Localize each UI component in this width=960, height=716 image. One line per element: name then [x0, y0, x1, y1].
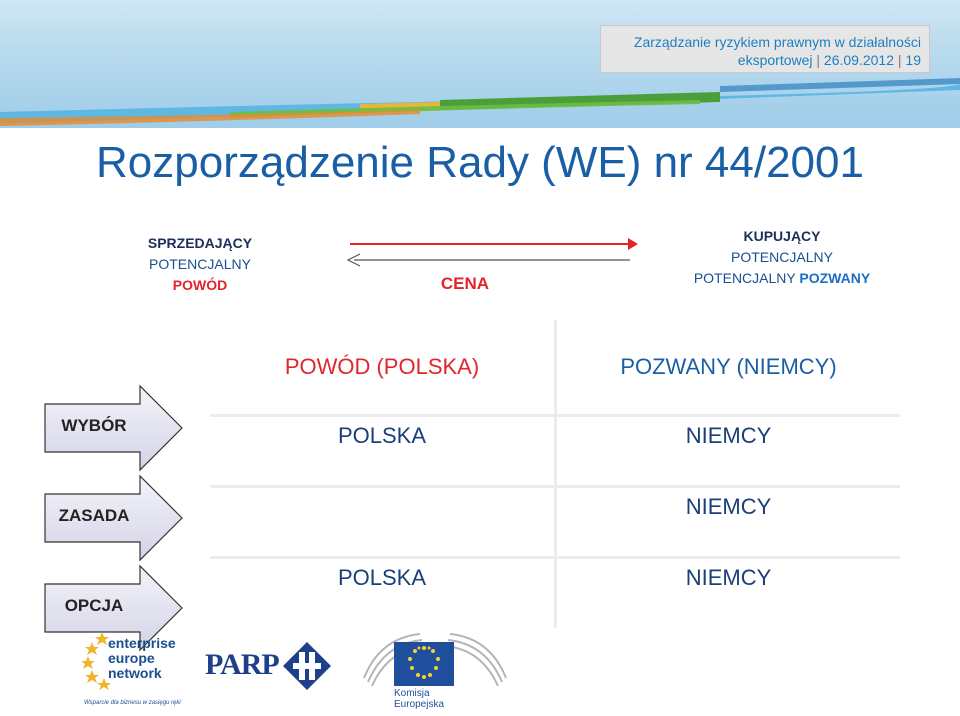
seller-label: SPRZEDAJĄCY	[147, 235, 253, 251]
row-label-principle: ZASADA	[58, 506, 130, 525]
ec-building-icon	[360, 628, 510, 686]
buyer-role-name: POZWANY	[799, 270, 871, 286]
footer-logos	[0, 628, 960, 716]
column-header-plaintiff: POWÓD (POLSKA)	[210, 320, 554, 414]
een-line2: europe	[108, 650, 155, 666]
buyer-role-prefix: POTENCJALNY	[693, 270, 796, 286]
row-label-option: OPCJA	[64, 596, 124, 615]
seller-potential: POTENCJALNY	[149, 256, 251, 272]
exchange-arrows	[340, 232, 640, 272]
table-cell: NIEMCY	[557, 559, 900, 628]
ec-line2: Europejska	[394, 699, 445, 710]
table-cell: NIEMCY	[557, 417, 900, 485]
seller-role: POWÓD	[172, 277, 228, 293]
table-cell	[210, 488, 554, 556]
slide-date: 26.09.2012	[823, 52, 894, 68]
jurisdiction-table	[210, 320, 900, 628]
row-label-arrow	[44, 474, 184, 562]
right-arrow-icon	[628, 238, 638, 250]
separator: |	[897, 52, 902, 68]
buyer-label: KUPUJĄCY	[743, 228, 821, 244]
separator: |	[816, 52, 821, 68]
slide-subtitle-line2-text: eksportowej	[737, 52, 813, 68]
ec-line1: Komisja	[394, 688, 430, 699]
row-label-arrow	[44, 384, 184, 472]
buyer-role	[652, 268, 912, 289]
ec-logo	[360, 628, 510, 716]
een-line3: network	[108, 665, 162, 681]
slide-subtitle-line1: Zarządzanie ryzykiem prawnym w działalności	[633, 34, 921, 50]
buyer-block	[652, 226, 912, 289]
een-tagline: Wsparcie dla biznesu w zasięgu ręki	[84, 700, 181, 706]
price-label: CENA	[440, 274, 490, 293]
seller-block	[115, 233, 285, 296]
een-logo	[82, 630, 202, 714]
header-banner	[0, 0, 960, 128]
page-number: 19	[905, 52, 921, 68]
table-cell: NIEMCY	[557, 488, 900, 556]
table-cell: POLSKA	[210, 417, 554, 485]
page-title: Rozporządzenie Rady (WE) nr 44/2001	[96, 138, 864, 187]
row-label-choice: WYBÓR	[61, 416, 127, 435]
buyer-potential: POTENCJALNY	[731, 249, 833, 265]
parp-text: PARP	[205, 648, 279, 681]
table-cell: POLSKA	[210, 559, 554, 628]
column-header-defendant: POZWANY (NIEMCY)	[557, 320, 900, 414]
slide-info-box	[600, 25, 930, 73]
parp-logo	[205, 642, 335, 696]
een-line1: enterprise	[108, 635, 176, 651]
slide-subtitle-line2	[601, 51, 921, 69]
parp-emblem-icon	[283, 642, 331, 690]
